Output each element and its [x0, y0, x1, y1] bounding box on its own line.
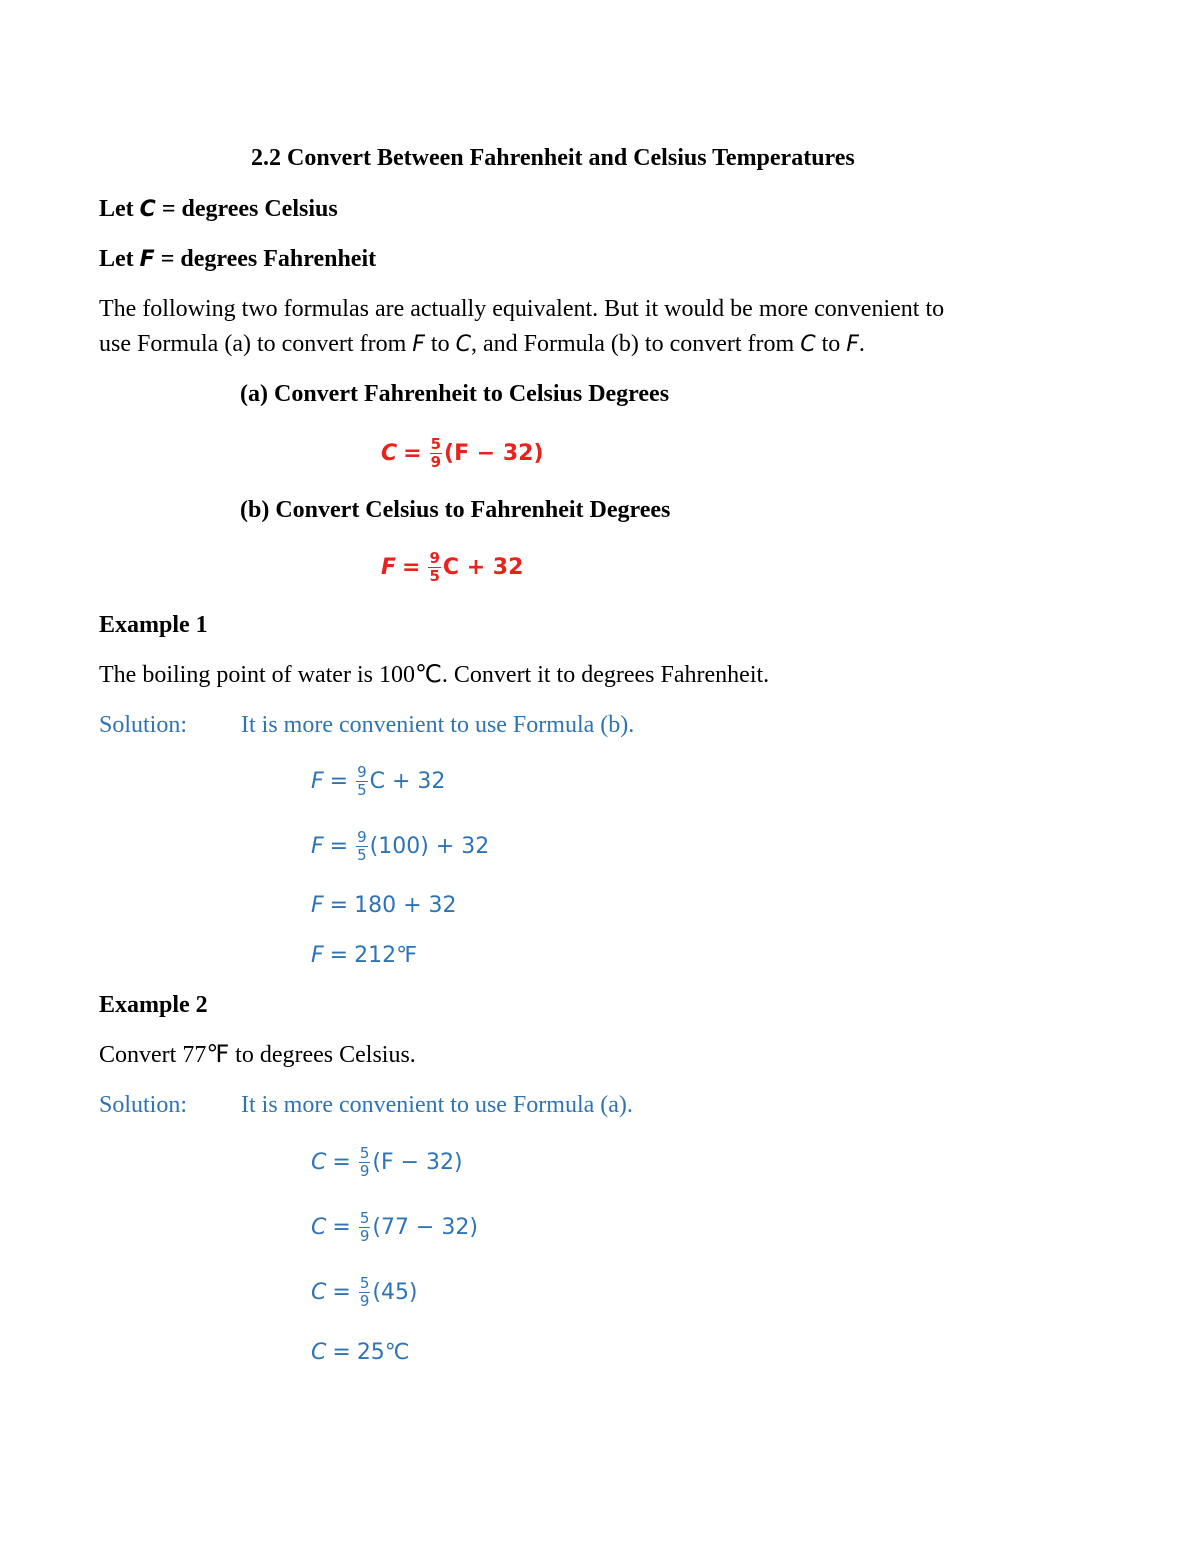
example-1-step-4: F = 212℉ [311, 942, 418, 968]
page-title: 2.2 Convert Between Fahrenheit and Celsius Temperatures [251, 145, 855, 171]
example-1-heading: Example 1 [99, 612, 208, 638]
example-2-problem: Convert 77℉ to degrees Celsius. [99, 1042, 416, 1068]
example-2-solution-label: Solution: [99, 1092, 188, 1118]
formula-b: F = $\frac{9}{5}$ C + 32 [381, 548, 524, 585]
fraction: $\frac{5}{9}$ [359, 1208, 370, 1245]
example-2-heading: Example 2 [99, 992, 208, 1018]
example-1-step-3: F = 180 + 32 [311, 892, 457, 918]
example-1-solution-label: Solution: [99, 712, 188, 738]
example-1-step-2: F = $\frac{9}{5}$ (100) + 32 [311, 827, 490, 864]
fraction: $\frac{9}{5}$ [357, 762, 367, 799]
formula-b-heading: (b) Convert Celsius to Fahrenheit Degrees [240, 497, 671, 523]
example-2-step-1: C = $\frac{5}{9}$ (F − 32) [311, 1143, 463, 1180]
fraction: $\frac{5}{9}$ [430, 434, 442, 471]
intro-line-2: use Formula (a) to convert from F to C, and Formula (b) to convert from C to F. [99, 331, 865, 357]
intro-line-1: The following two formulas are actually equivalent. But it would be more convenient to [99, 296, 945, 322]
formula-a: C = $\frac{5}{9}$ (F − 32) [381, 434, 544, 471]
fraction: $\frac{9}{5}$ [357, 827, 367, 864]
definition-fahrenheit: Let F = degrees Fahrenheit [99, 246, 377, 272]
fraction: $\frac{5}{9}$ [359, 1273, 370, 1310]
example-1-solution-text: It is more convenient to use Formula (b). [241, 712, 635, 738]
example-1-problem: The boiling point of water is 100℃. Convert it to degrees Fahrenheit. [99, 662, 770, 688]
fraction: $\frac{9}{5}$ [429, 548, 440, 585]
formula-a-heading: (a) Convert Fahrenheit to Celsius Degrees [240, 381, 670, 407]
example-2-solution-text: It is more convenient to use Formula (a). [241, 1092, 633, 1118]
example-2-step-3: C = $\frac{5}{9}$ (45) [311, 1273, 418, 1310]
example-1-step-1: F = $\frac{9}{5}$ C + 32 [311, 762, 446, 799]
example-2-step-2: C = $\frac{5}{9}$ (77 − 32) [311, 1208, 478, 1245]
example-2-step-4: C = 25℃ [311, 1339, 410, 1365]
fraction: $\frac{5}{9}$ [359, 1143, 370, 1180]
definition-celsius: Let C = degrees Celsius [99, 196, 338, 222]
